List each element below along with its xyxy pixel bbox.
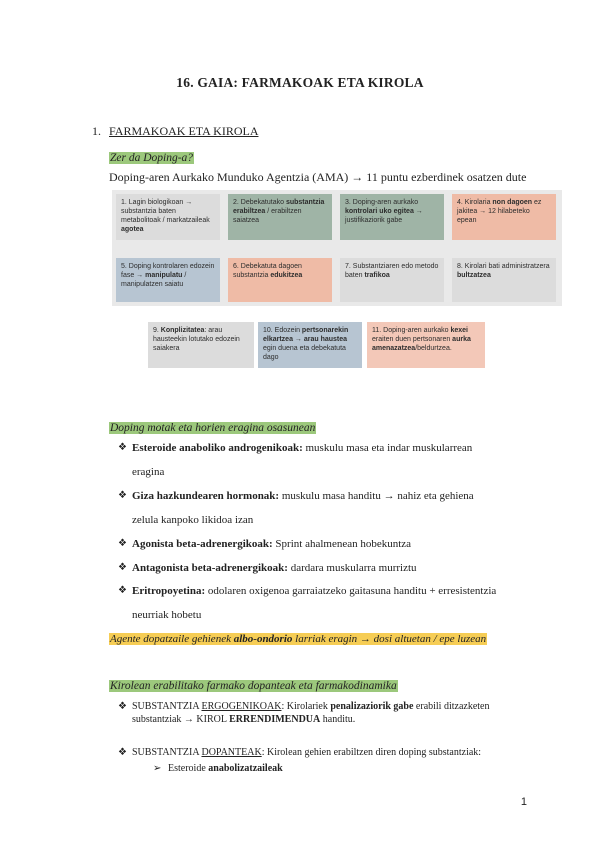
point-box-7: 7. Substantziaren edo metodo baten trafikoa	[340, 258, 444, 302]
point-box-5: 5. Doping kontrolaren edozein fase → manipulatu / manipulatzen saiatu	[116, 258, 220, 302]
arrow-bullet-icon: ➢	[153, 763, 162, 774]
list-item: ❖ SUBSTANTZIA ERGOGENIKOAK: Kirolariek penalizaziorik gabe erabili ditzazketen substantziak → KIROL ERRENDIMENDUA handitu.	[118, 701, 490, 725]
list-item: ❖ Agonista beta-adrenergikoak: Sprint ahalmenean hobekuntza	[118, 538, 412, 550]
list-item: ❖ SUBSTANTZIA DOPANTEAK: Kirolean gehien erabiltzen diren doping substantziak:	[118, 747, 482, 758]
section-heading	[92, 124, 258, 139]
point-box-4: 4. Kirolaria non dagoen ez jakitea → 12 hilabeteko epean	[452, 194, 556, 240]
pharmacodynamics-heading	[109, 676, 398, 694]
sub-list-item: ➢ Esteroide anabolizatzaileak	[153, 763, 283, 774]
doping-points-grid	[112, 190, 562, 306]
diamond-bullet-icon: ❖	[118, 585, 127, 596]
point-box-1: 1. Lagin biologikoan → substantzia baten metabolitoak / markatzaileak agotea	[116, 194, 220, 240]
point-box-2: 2. Debekatutako substantzia erabiltzea / erabiltzen saiatzea	[228, 194, 332, 240]
diamond-bullet-icon: ❖	[118, 701, 127, 712]
point-box-6: 6. Debekatuta dagoen substantzia edukitzea	[228, 258, 332, 302]
diamond-bullet-icon: ❖	[118, 562, 127, 573]
page-title: 16. GAIA: FARMAKOAK ETA KIROLA	[176, 75, 424, 90]
section-number: 1.	[92, 124, 101, 138]
list-item: ❖ Antagonista beta-adrenergikoak: dardara muskularra murriztu	[118, 562, 417, 574]
point-box-10: 10. Edozein pertsonarekin elkartzea → arau haustea egin duena eta debekatuta dago	[258, 322, 362, 368]
diamond-bullet-icon: ❖	[118, 747, 127, 758]
list-item: ❖ Esteroide anaboliko androgenikoak: muskulu masa eta indar muskularrean eragina	[118, 442, 473, 478]
doping-types-heading-text: Doping motak eta horien eragina osasunean	[110, 422, 316, 434]
point-box-3: 3. Doping-aren aurkako kontrolari uko egitea → justifikaziorik gabe	[340, 194, 444, 240]
point-box-8: 8. Kirolari bati administratzera bultzatzea	[452, 258, 556, 302]
point-box-11: 11. Doping-aren aurkako kexei eraiten duen pertsonaren aurka amenazatzea/beldurtzea.	[367, 322, 485, 368]
diamond-bullet-icon: ❖	[118, 442, 127, 453]
question-heading	[109, 148, 194, 166]
diamond-bullet-icon: ❖	[118, 538, 127, 549]
list-item: ❖ Eritropoyetina: odolaren oxigenoa garraiatzeko gaitasuna handitu + erresistentzia neurriak hobetu	[118, 585, 497, 621]
intro-text: Doping-aren Aurkako Munduko Agentzia (AMA) → 11 puntu ezberdinek osatzen dute	[109, 170, 527, 184]
question-text: Zer da Doping-a?	[110, 152, 194, 164]
section-label: FARMAKOAK ETA KIROLA	[109, 124, 259, 138]
pharmacodynamics-heading-text: Kirolean erabilitako farmako dopanteak eta farmakodinamika	[110, 680, 397, 692]
side-effects-note: Agente dopatzaile gehienek albo-ondorio larriak eragin → dosi altuetan / epe luzean	[110, 633, 487, 645]
doping-types-heading	[109, 418, 316, 436]
point-box-9: 9. Konplizitatea: arau hausteekin lotutako edozein saiakera	[148, 322, 254, 368]
list-item: ❖ Giza hazkundearen hormonak: muskulu masa handitu → nahiz eta gehiena zelula kanpoko likidoa izan	[118, 490, 474, 526]
page-number: 1	[520, 796, 527, 808]
diamond-bullet-icon: ❖	[118, 490, 127, 501]
